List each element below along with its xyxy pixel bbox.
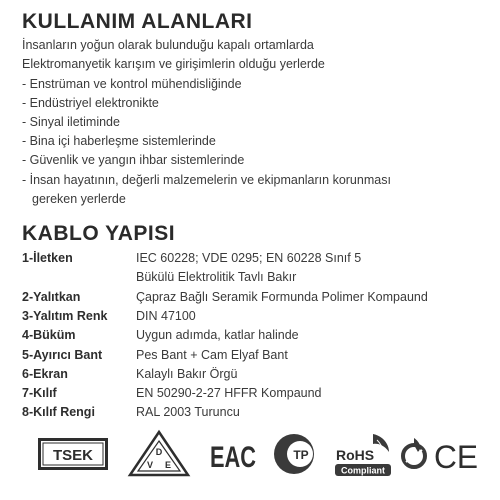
usage-list-item: - Endüstriyel elektronikte <box>22 96 159 110</box>
spec-value: Kalaylı Bakır Örgü <box>136 367 238 381</box>
spec-label: 4-Büküm <box>22 328 76 342</box>
usage-intro-line: Elektromanyetik karışım ve girişimlerin olduğu yerlerde <box>22 57 325 71</box>
usage-list-item: - Bina içi haberleşme sistemlerinde <box>22 134 216 148</box>
spec-value: Pes Bant + Cam Elyaf Bant <box>136 348 288 362</box>
certification-logos <box>0 428 500 488</box>
spec-label: 8-Kılıf Rengi <box>22 405 95 419</box>
rohs-logo <box>333 430 395 478</box>
vde-logo-e: E <box>164 460 172 470</box>
eac-logo <box>208 434 258 472</box>
spec-value: RAL 2003 Turuncu <box>136 405 240 419</box>
tp-logo <box>272 432 320 476</box>
spec-label: 2-Yalıtkan <box>22 290 81 304</box>
spec-label: 5-Ayırıcı Bant <box>22 348 103 362</box>
usage-list-item: - İnsan hayatının, değerli malzemelerin ve ekipmanların korunması <box>22 173 391 187</box>
spec-value: DIN 47100 <box>136 309 196 323</box>
spec-label: 7-Kılıf <box>22 386 57 400</box>
structure-title: KABLO YAPISI <box>22 222 176 245</box>
usage-intro-line: İnsanların yoğun olarak bulunduğu kapalı ortamlarda <box>22 38 314 52</box>
rohs-logo-text: RoHS <box>336 447 375 463</box>
rohs-compliant-text: Compliant <box>341 465 385 476</box>
usage-list-item: - Enstrüman ve kontrol mühendisliğinde <box>22 77 242 91</box>
ce-logo <box>432 436 482 474</box>
eac-logo-text: EAC <box>210 441 256 474</box>
vde-logo-v: V <box>146 460 154 470</box>
usage-title: KULLANIM ALANLARI <box>22 10 253 33</box>
vde-logo-d: D <box>155 447 163 457</box>
usage-list-item: - Sinyal iletiminde <box>22 115 120 129</box>
vde-logo <box>128 430 190 478</box>
spec-value: Bükülü Elektrolitik Tavlı Bakır <box>136 270 297 284</box>
tsek-logo <box>38 438 108 470</box>
rohs-leaf-icon <box>373 434 389 452</box>
tsek-logo-text: TSEK <box>52 447 94 464</box>
spec-value: Çapraz Bağlı Seramik Formunda Polimer Kompaund <box>136 290 428 304</box>
recycle-icon <box>400 436 428 472</box>
spec-label: 3-Yalıtım Renk <box>22 309 108 323</box>
usage-list-item: gereken yerlerde <box>32 192 126 206</box>
tp-logo-text: TP <box>293 448 309 462</box>
spec-value: Uygun adımda, katlar halinde <box>136 328 299 342</box>
ce-logo-text: CE <box>434 439 478 475</box>
spec-value: IEC 60228; VDE 0295; EN 60228 Sınıf 5 <box>136 251 362 265</box>
spec-label: 6-Ekran <box>22 367 68 381</box>
spec-value: EN 50290-2-27 HFFR Kompaund <box>136 386 322 400</box>
usage-list-item: - Güvenlik ve yangın ihbar sistemlerinde <box>22 153 245 167</box>
spec-label: 1-İletken <box>22 251 73 265</box>
